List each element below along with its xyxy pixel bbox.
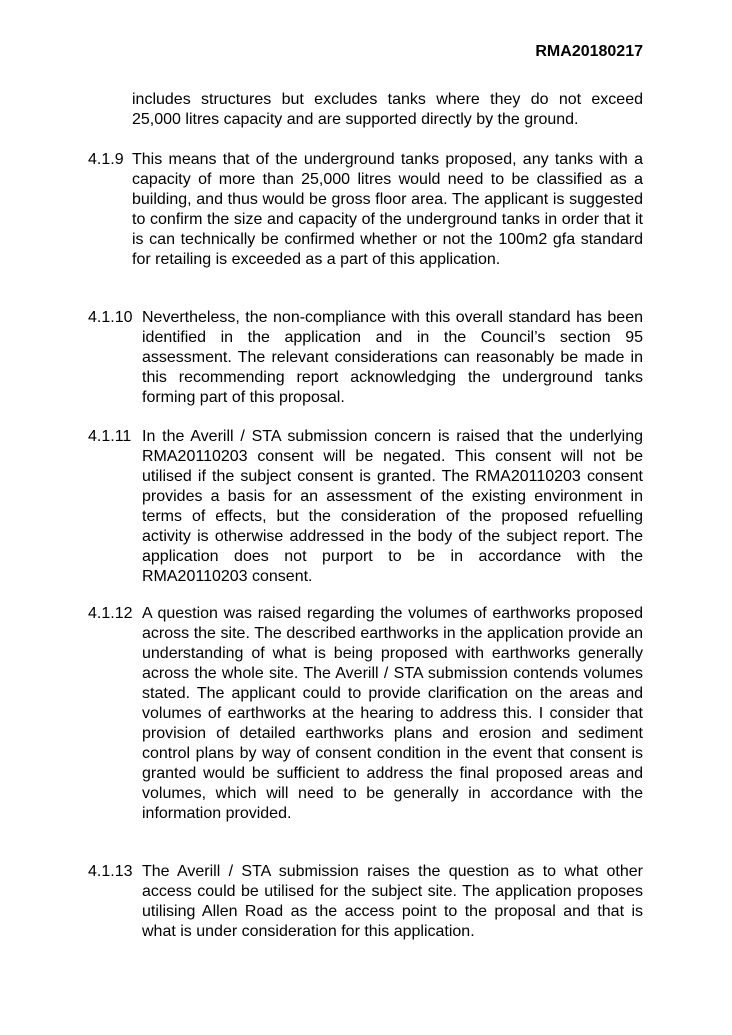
paragraph-number: 4.1.9 — [88, 151, 124, 168]
paragraph-text: The Averill / STA submission raises the question as to what other access could be utilised for the subject site. The application proposes utilising Allen Road as the access point to the proposal and that is what is under consideration for this application. — [142, 863, 643, 940]
paragraph-number: 4.1.10 — [88, 309, 133, 326]
paragraph-4-1-10 — [88, 308, 643, 408]
paragraph-text: This means that of the underground tanks proposed, any tanks with a capacity of more than 25,000 litres would need to be classified as a building, and thus would be gross floor area. The applicant is suggested to confirm the size and capacity of the underground tanks in order that it is can technically be confirmed whether or not the 100m2 gfa standard for retailing is exceeded as a part of this application. — [132, 151, 643, 268]
paragraph-number: 4.1.11 — [88, 428, 132, 445]
paragraph-text: A question was raised regarding the volumes of earthworks proposed across the site. The described earthworks in the application provide an understanding of what is being proposed with earthworks generally across the whole site. The Averill / STA submission contends volumes stated. The applicant could to provide clarification on the areas and volumes of earthworks at the hearing to address this. I consider that provision of detailed earthworks plans and erosion and sediment control plans by way of consent condition in the event that consent is granted would be sufficient to address the final proposed areas and volumes, which will need to be generally in accordance with the information provided. — [142, 605, 643, 822]
document-reference: RMA20180217 — [535, 43, 643, 60]
paragraph-continuation — [88, 90, 643, 130]
paragraph-number: 4.1.13 — [88, 863, 133, 880]
paragraph-4-1-13 — [88, 862, 643, 942]
paragraph-4-1-9 — [88, 150, 643, 270]
paragraph-text: includes structures but excludes tanks where they do not exceed 25,000 litres capacity and are supported directly by the ground. — [132, 91, 643, 128]
paragraph-4-1-12 — [88, 604, 643, 824]
paragraph-text: In the Averill / STA submission concern is raised that the underlying RMA20110203 consent will be negated. This consent will not be utilised if the subject consent is granted. The RMA20110203 consent provides a basis for an assessment of the existing environment in terms of effects, but the consideration of the proposed refuelling activity is otherwise addressed in the body of the subject report. The application does not purport to be in accordance with the RMA20110203 consent. — [142, 428, 643, 585]
paragraph-number: 4.1.12 — [88, 605, 133, 622]
paragraph-text: Nevertheless, the non-compliance with this overall standard has been identified in the application and in the Council’s section 95 assessment. The relevant considerations can reasonably be made in this recommending report acknowledging the underground tanks forming part of this proposal. — [142, 309, 643, 406]
paragraph-4-1-11 — [88, 427, 643, 587]
